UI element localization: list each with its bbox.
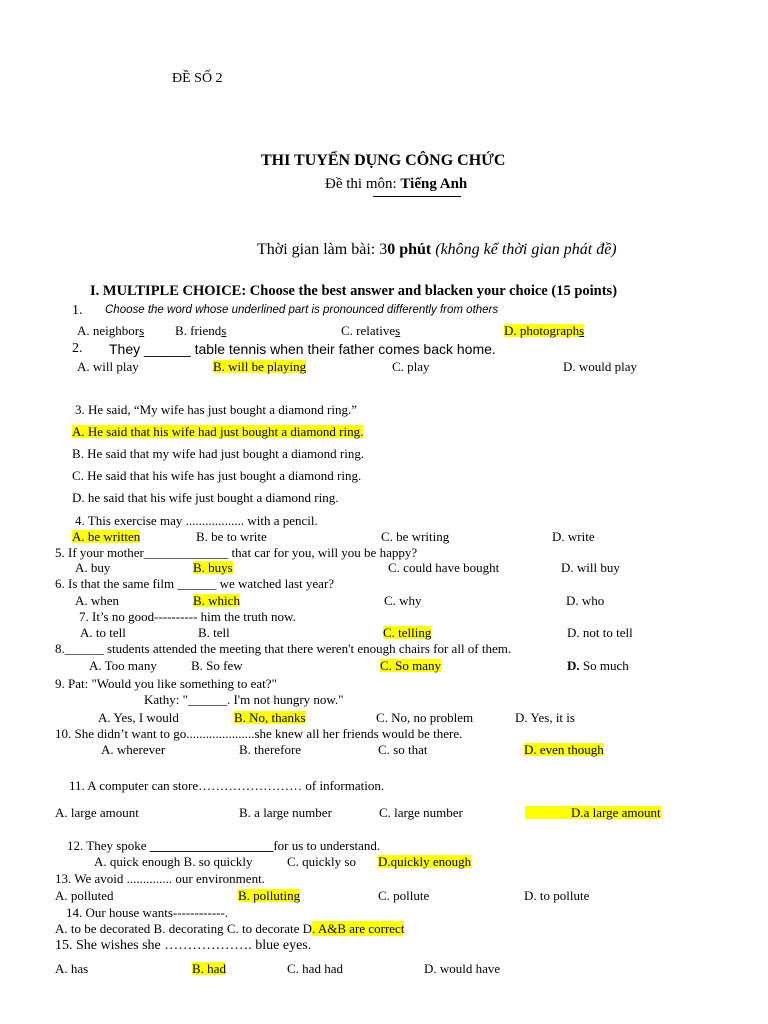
q3-option-a[interactable]: A. He said that his wife had just bought a diamond ring. bbox=[72, 424, 364, 439]
time-bold: 0 phút bbox=[387, 241, 432, 258]
exam-title: THI TUYỂN DỤNG CÔNG CHỨC bbox=[261, 152, 506, 169]
q15-option-a[interactable]: A. has bbox=[55, 961, 89, 976]
q12-option-ab[interactable]: A. quick enough B. so quickly bbox=[94, 854, 253, 869]
q1-option-c[interactable]: C. relatives bbox=[341, 323, 401, 338]
q13-question: 13. We avoid .............. our environment. bbox=[55, 871, 265, 886]
q12-question: 12. They spoke ___________________for us to understand. bbox=[67, 838, 381, 853]
q5-option-c[interactable]: C. could have bought bbox=[388, 560, 500, 575]
q8-option-b[interactable]: B. So few bbox=[191, 658, 243, 673]
q8-question: 8.______ students attended the meeting that there weren't enough chairs for all of them. bbox=[55, 641, 512, 656]
q9-option-d[interactable]: D. Yes, it is bbox=[515, 710, 575, 725]
q2-option-b[interactable]: B. will be playing bbox=[213, 359, 307, 374]
section-title: I. MULTIPLE CHOICE: Choose the best answer and blacken your choice (15 points) bbox=[90, 283, 618, 299]
q1-option-a[interactable]: A. neighbors bbox=[77, 323, 145, 338]
exam-subject bbox=[325, 177, 467, 192]
q15-option-b[interactable]: B. had bbox=[192, 961, 226, 976]
q1-number: 1. bbox=[72, 303, 83, 318]
q10-option-d[interactable]: D. even though bbox=[524, 742, 604, 757]
q6-option-b[interactable]: B. which bbox=[193, 593, 240, 608]
q6-option-d[interactable]: D. who bbox=[566, 593, 605, 608]
q14-options[interactable] bbox=[55, 922, 404, 935]
q2-option-c[interactable]: C. play bbox=[392, 359, 430, 374]
q1-question: Choose the word whose underlined part is pronounced differently from others bbox=[105, 304, 499, 316]
q11-option-b[interactable]: B. a large number bbox=[239, 805, 332, 820]
q3-option-b[interactable]: B. He said that my wife had just bought a diamond ring. bbox=[72, 446, 365, 461]
q5-question: 5. If your mother_____________ that car for you, will you be happy? bbox=[55, 545, 418, 560]
exam-time bbox=[257, 242, 617, 258]
q4-option-a[interactable]: A. be written bbox=[72, 529, 141, 544]
q4-option-d[interactable]: D. write bbox=[552, 529, 595, 544]
q9-option-b[interactable]: B. No, thanks bbox=[234, 710, 306, 725]
q1-option-b[interactable]: B. friends bbox=[175, 323, 227, 338]
q8-option-c[interactable]: C. So many bbox=[380, 658, 442, 673]
q7-option-a[interactable]: A. to tell bbox=[80, 625, 126, 640]
q6-question: 6. Is that the same film ______ we watched last year? bbox=[55, 576, 335, 591]
q4-option-c[interactable]: C. be writing bbox=[381, 529, 450, 544]
q7-option-d[interactable]: D. not to tell bbox=[567, 625, 633, 640]
q10-question: 10. She didn’t want to go.....................she knew all her friends would be there. bbox=[55, 726, 463, 741]
q14-option-d[interactable]: . A&B are correct bbox=[312, 921, 405, 936]
time-prefix: Thời gian làm bài: 3 bbox=[257, 241, 388, 258]
q11-option-c[interactable]: C. large number bbox=[379, 805, 463, 820]
q9-option-a[interactable]: A. Yes, I would bbox=[98, 710, 179, 725]
q12-option-d[interactable]: D.quickly enough bbox=[378, 854, 472, 869]
q10-option-a[interactable]: A. wherever bbox=[101, 742, 166, 757]
time-note: (không kể thời gian phát đề) bbox=[435, 241, 617, 258]
q3-question: 3. He said, “My wife has just bought a diamond ring.” bbox=[75, 402, 357, 417]
q5-option-b[interactable]: B. buys bbox=[193, 560, 233, 575]
q1-option-d[interactable]: D. photographs bbox=[504, 323, 585, 338]
q6-option-c[interactable]: C. why bbox=[384, 593, 422, 608]
exam-number: ĐỀ SỐ 2 bbox=[172, 71, 223, 86]
q15-option-c[interactable]: C. had had bbox=[287, 961, 343, 976]
subject-name: Tiếng Anh bbox=[400, 176, 468, 192]
q4-question: 4. This exercise may .................. with a pencil. bbox=[75, 513, 318, 528]
q7-question: 7. It’s no good---------- him the truth now. bbox=[79, 609, 296, 624]
q14-option-abc[interactable]: A. to be decorated B. decorating C. to decorate D bbox=[55, 921, 313, 936]
q8-option-a[interactable]: A. Too many bbox=[89, 658, 157, 673]
q12-option-c[interactable]: C. quickly so bbox=[287, 854, 356, 869]
q8-option-d[interactable]: D. So much bbox=[567, 658, 629, 673]
q2-option-d[interactable]: D. would play bbox=[563, 359, 638, 374]
q13-option-d[interactable]: D. to pollute bbox=[524, 888, 590, 903]
q15-option-d[interactable]: D. would have bbox=[424, 961, 501, 976]
q9-question: 9. Pat: "Would you like something to eat?" bbox=[55, 676, 277, 691]
q11-option-d[interactable]: D.a large amount bbox=[525, 806, 661, 819]
q13-option-b[interactable]: B. polluting bbox=[238, 888, 301, 903]
q11-question: 11. A computer can store…………………… of information. bbox=[69, 778, 385, 793]
q3-option-c[interactable]: C. He said that his wife has just bought a diamond ring. bbox=[72, 468, 362, 483]
q13-option-c[interactable]: C. pollute bbox=[378, 888, 430, 903]
q7-option-c[interactable]: C. telling bbox=[383, 625, 432, 640]
q9-option-c[interactable]: C. No, no problem bbox=[376, 710, 474, 725]
q15-question: 15. She wishes she ………………. blue eyes. bbox=[55, 938, 312, 953]
q5-option-a[interactable]: A. buy bbox=[75, 560, 111, 575]
q5-option-d[interactable]: D. will buy bbox=[561, 560, 620, 575]
q2-option-a[interactable]: A. will play bbox=[77, 359, 139, 374]
subject-prefix: Đề thi môn: bbox=[325, 176, 401, 192]
q13-option-a[interactable]: A. polluted bbox=[55, 888, 114, 903]
q2-question: They ______ table tennis when their father comes back home. bbox=[109, 341, 496, 357]
q6-option-a[interactable]: A. when bbox=[75, 593, 120, 608]
q10-option-c[interactable]: C. so that bbox=[378, 742, 428, 757]
q10-option-b[interactable]: B. therefore bbox=[239, 742, 302, 757]
subject-underline bbox=[373, 196, 461, 197]
q3-option-d[interactable]: D. he said that his wife just bought a diamond ring. bbox=[72, 490, 339, 505]
q9-question-line2: Kathy: "______. I'm not hungry now." bbox=[144, 692, 344, 707]
q7-option-b[interactable]: B. tell bbox=[198, 625, 230, 640]
q11-option-a[interactable]: A. large amount bbox=[55, 805, 139, 820]
q2-number: 2. bbox=[72, 341, 83, 356]
q14-question: 14. Our house wants------------. bbox=[66, 905, 229, 920]
q4-option-b[interactable]: B. be to write bbox=[196, 529, 267, 544]
